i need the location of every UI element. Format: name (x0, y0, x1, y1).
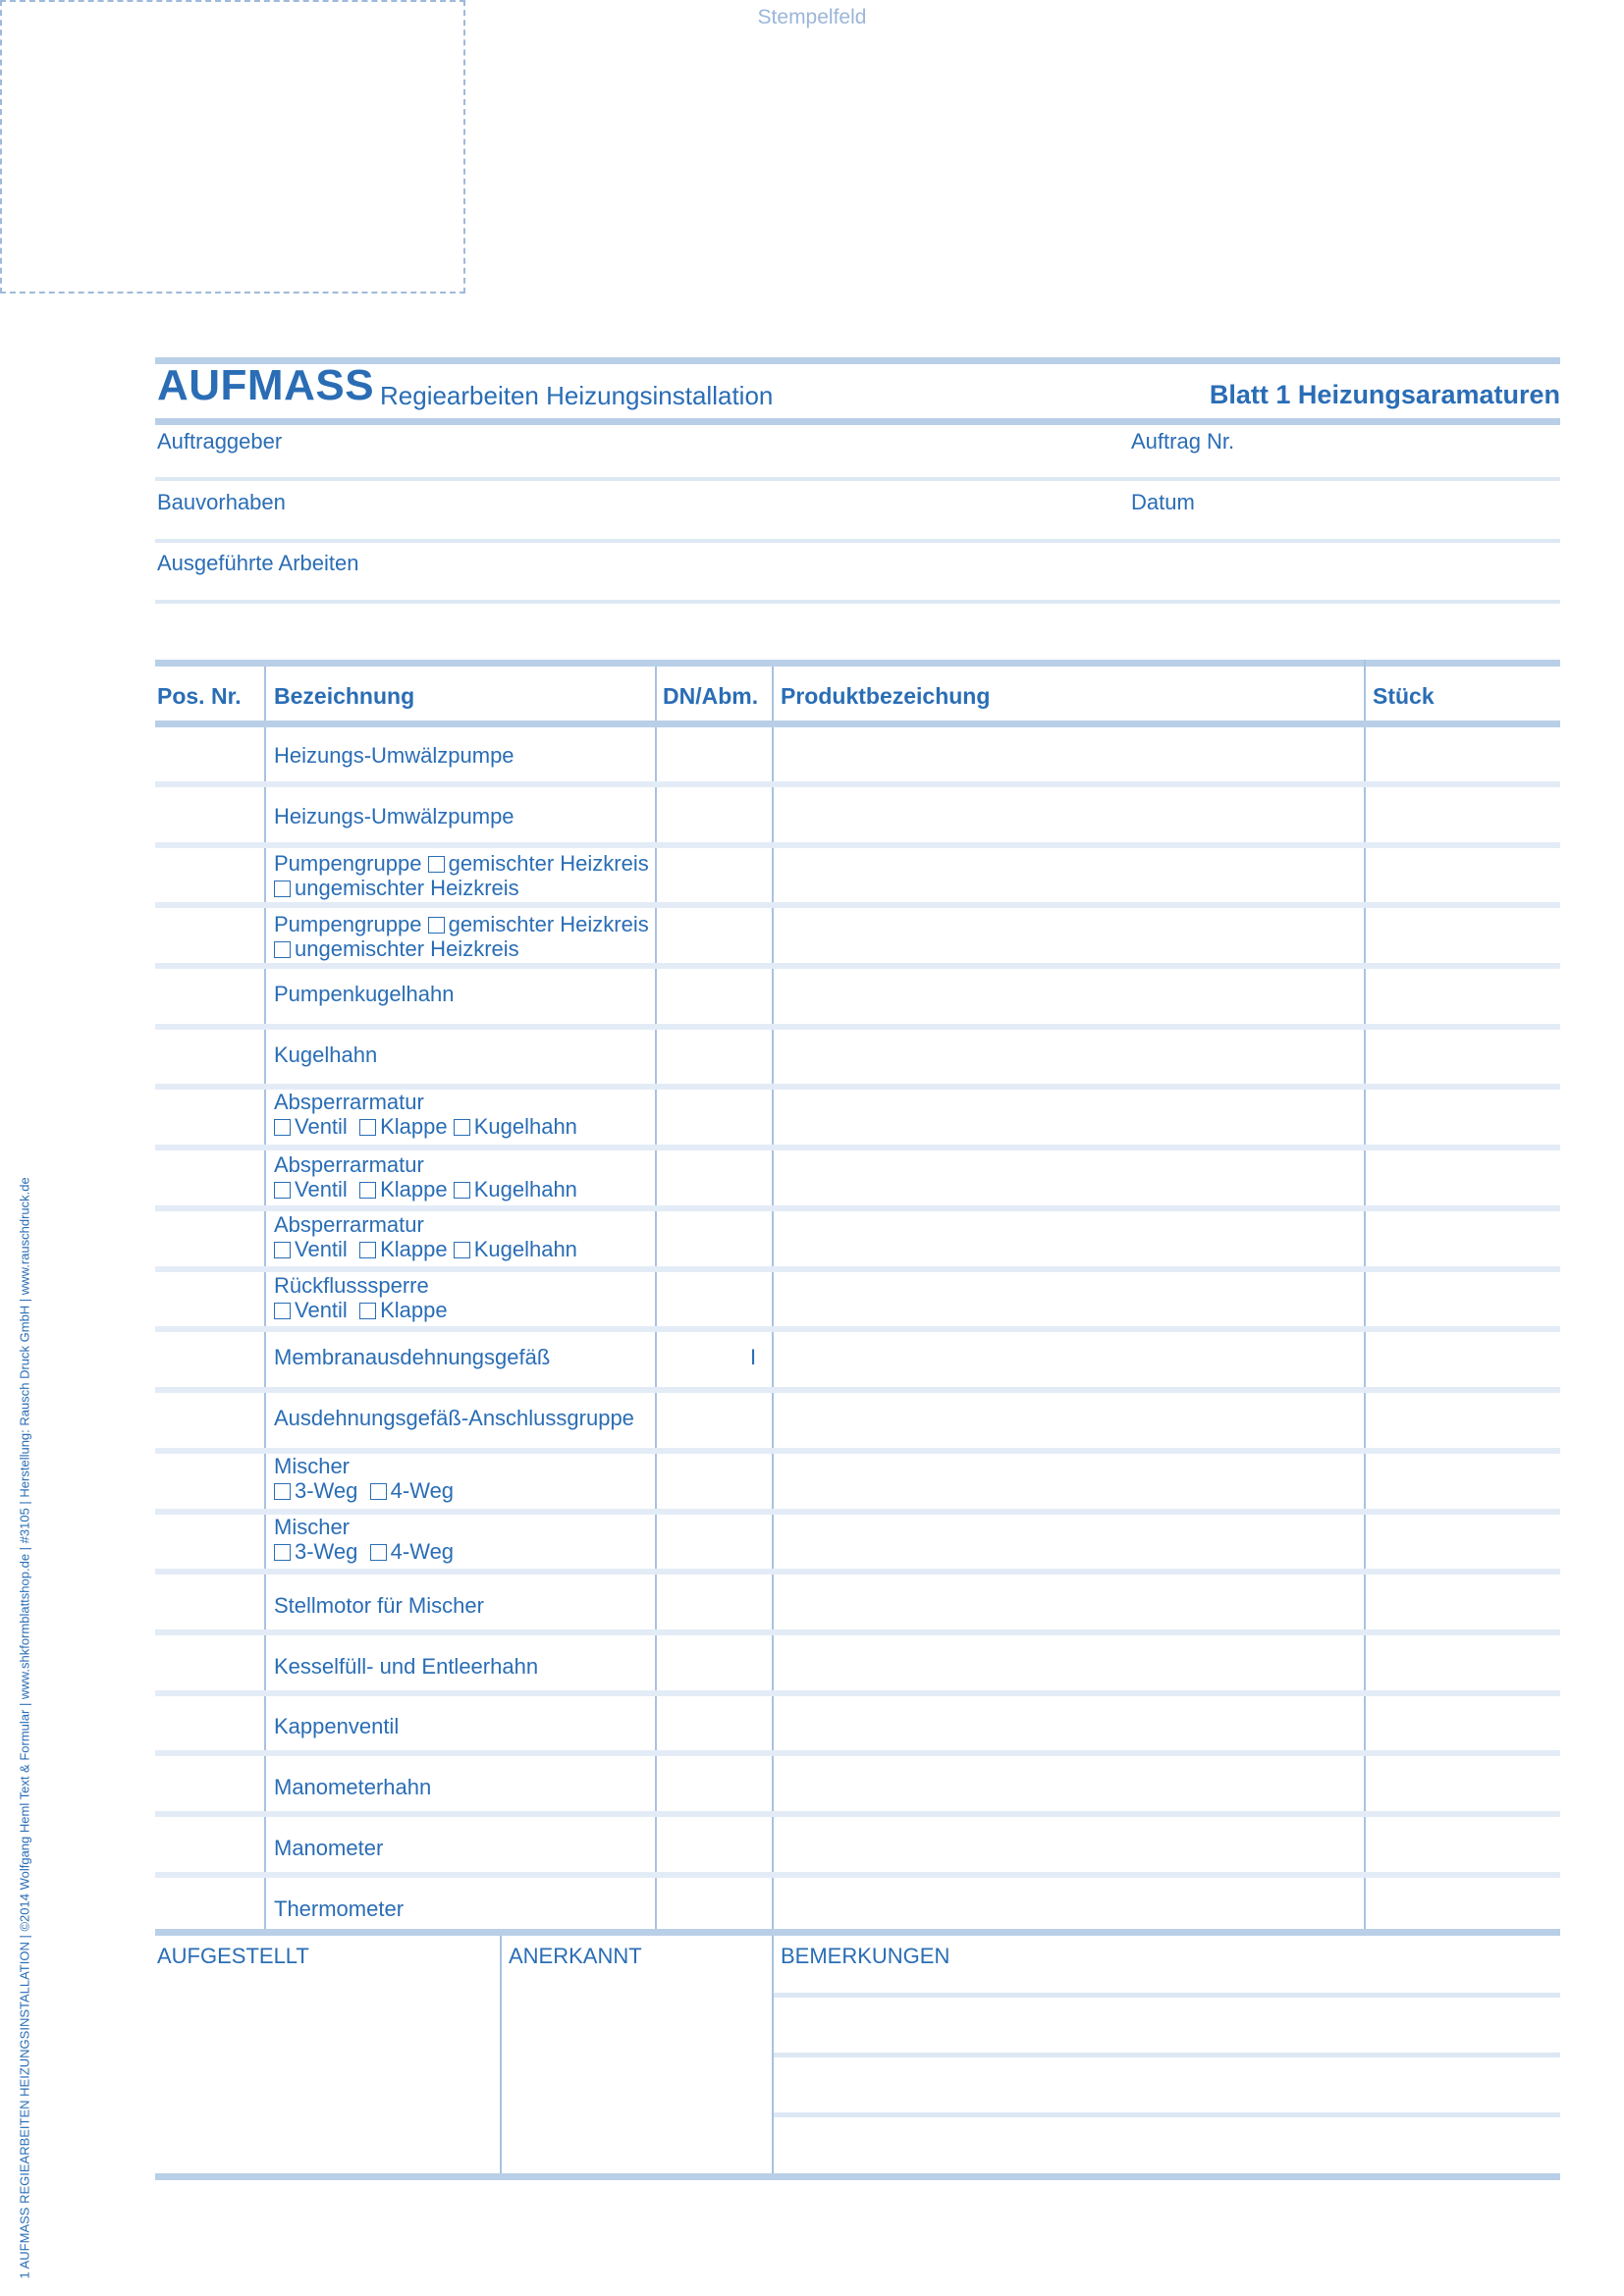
row-label: Kappenventil (274, 1714, 400, 1738)
table-row[interactable] (274, 1090, 577, 1139)
row-separator (155, 902, 1560, 908)
option-label: ungemischter Heizkreis (295, 936, 519, 961)
client-field-label[interactable]: Auftraggeber (157, 429, 283, 454)
remarks-line (774, 2112, 1560, 2117)
date-field-label[interactable]: Datum (1131, 490, 1195, 514)
row-label: Kugelhahn (274, 1042, 378, 1067)
accepted-label[interactable]: ANERKANNT (509, 1944, 642, 1968)
table-row[interactable] (274, 1042, 377, 1067)
header-pos: Pos. Nr. (157, 683, 242, 709)
remarks-label[interactable]: BEMERKUNGEN (781, 1944, 950, 1968)
checkbox[interactable] (274, 1242, 291, 1258)
option-label: Kugelhahn (473, 1237, 577, 1261)
row-separator (155, 1872, 1560, 1878)
option-label: Ventil (295, 1298, 348, 1322)
table-row[interactable] (274, 1406, 634, 1430)
header-dn: DN/Abm. (663, 683, 759, 709)
table-row[interactable] (274, 1896, 404, 1921)
option-label: 3-Weg (295, 1539, 358, 1564)
row-separator (155, 1387, 1560, 1393)
row-label: Absperrarmatur (274, 1090, 424, 1114)
row-label: Pumpenkugelhahn (274, 982, 455, 1006)
checkbox[interactable] (274, 941, 291, 958)
checkbox[interactable] (359, 1242, 376, 1258)
col-divider (1364, 660, 1366, 1929)
row-separator (155, 1569, 1560, 1575)
header-description: Bezeichnung (274, 683, 415, 709)
field-line (155, 477, 1560, 481)
option-label: Kugelhahn (473, 1114, 577, 1139)
remarks-line (774, 1993, 1560, 1998)
checkbox[interactable] (428, 917, 445, 934)
checkbox[interactable] (454, 1182, 470, 1199)
row-label: Absperrarmatur (274, 1152, 424, 1177)
checkbox[interactable] (454, 1119, 470, 1136)
checkbox[interactable] (454, 1242, 470, 1258)
table-row[interactable] (274, 1593, 484, 1618)
table-row[interactable] (274, 1212, 577, 1261)
option-label: Klappe (380, 1298, 448, 1322)
row-separator (155, 1811, 1560, 1817)
checkbox[interactable] (274, 1182, 291, 1199)
table-row[interactable] (274, 804, 514, 828)
row-label: Absperrarmatur (274, 1212, 424, 1237)
row-label: Pumpengruppe (274, 851, 422, 876)
col-divider (772, 667, 774, 1929)
stamp-label: Stempelfeld (757, 6, 867, 28)
row-separator (155, 781, 1560, 787)
order-no-field-label[interactable]: Auftrag Nr. (1131, 429, 1235, 454)
option-label: gemischter Heizkreis (448, 912, 649, 936)
checkbox[interactable] (274, 1303, 291, 1319)
col-divider (264, 667, 266, 1929)
table-row[interactable] (274, 1714, 399, 1738)
work-done-field-label[interactable]: Ausgeführte Arbeiten (157, 551, 359, 575)
row-label: Heizungs-Umwälzpumpe (274, 804, 514, 828)
header-bottom-bar (155, 418, 1560, 425)
row-label: Membranausdehnungsgefäß (274, 1345, 551, 1369)
row-separator (155, 1145, 1560, 1150)
row-label: Mischer (274, 1454, 351, 1478)
checkbox[interactable] (359, 1303, 376, 1319)
checkbox[interactable] (359, 1182, 376, 1199)
option-label: Ventil (295, 1177, 348, 1201)
project-field-label[interactable]: Bauvorhaben (157, 490, 286, 514)
table-row[interactable] (274, 1836, 383, 1860)
row-label: Rückflusssperre (274, 1273, 429, 1298)
table-row[interactable] (274, 982, 454, 1006)
row-separator (155, 1266, 1560, 1272)
row-separator (155, 1205, 1560, 1211)
table-row[interactable] (274, 1152, 577, 1201)
sheet-title: Blatt 1 Heizungsaramaturen (1209, 380, 1560, 409)
stamp-field (0, 0, 867, 294)
row-label: Thermometer (274, 1896, 405, 1921)
checkbox[interactable] (370, 1483, 387, 1500)
col-divider (655, 667, 657, 1929)
option-label: Klappe (380, 1114, 448, 1139)
footer-divider (500, 1936, 502, 2177)
created-label[interactable]: AUFGESTELLT (157, 1944, 309, 1968)
table-row[interactable] (274, 1454, 454, 1503)
header-qty: Stück (1373, 683, 1435, 709)
row-separator (155, 1024, 1560, 1030)
field-line (155, 600, 1560, 604)
footer-top-bar (155, 1929, 1560, 1936)
header-product: Produktbezeichung (781, 683, 991, 709)
table-row[interactable] (274, 1654, 538, 1679)
row-separator (155, 1326, 1560, 1332)
side-imprint: 1 AUFMASS REGIEARBEITEN HEIZUNGSINSTALLATION | ©2014 Wolfgang Heml Text & Formular | www.shkformblattshop.de | #3105 | Herstellung: Rausch Druck GmbH | www.rauschdruck.de (17, 1177, 32, 2279)
checkbox[interactable] (274, 1119, 291, 1136)
table-row[interactable] (274, 851, 649, 900)
option-label: Ventil (295, 1237, 348, 1261)
option-label: 3-Weg (295, 1478, 358, 1503)
table-top-bar (155, 660, 1560, 667)
checkbox[interactable] (274, 1483, 291, 1500)
option-label: Ventil (295, 1114, 348, 1139)
option-label: Kugelhahn (473, 1177, 577, 1201)
table-row[interactable] (274, 912, 649, 961)
form-title: AUFMASS (157, 361, 375, 409)
table-header-bar (155, 721, 1560, 727)
option-label: Klappe (380, 1177, 448, 1201)
option-label: Klappe (380, 1237, 448, 1261)
row-label: Ausdehnungsgefäß-Anschlussgruppe (274, 1406, 634, 1430)
option-label: 4-Weg (390, 1478, 455, 1503)
row-separator (155, 842, 1560, 848)
footer-bottom-bar (155, 2173, 1560, 2180)
row-label: Kesselfüll- und Entleerhahn (274, 1654, 539, 1679)
form-subtitle: Regiearbeiten Heizungsinstallation (380, 381, 774, 410)
row-label: Heizungs-Umwälzpumpe (274, 743, 514, 768)
table-row[interactable] (274, 1345, 550, 1369)
checkbox[interactable] (274, 1544, 291, 1561)
checkbox[interactable] (428, 856, 445, 873)
row-separator (155, 1629, 1560, 1635)
table-row[interactable] (274, 1515, 454, 1564)
checkbox[interactable] (274, 881, 291, 897)
row-label: Mischer (274, 1515, 351, 1539)
option-label: ungemischter Heizkreis (295, 876, 519, 900)
row-label: Pumpengruppe (274, 912, 422, 936)
row-separator (155, 963, 1560, 969)
remarks-line (774, 2053, 1560, 2057)
option-label: gemischter Heizkreis (448, 851, 649, 876)
row-separator (155, 1690, 1560, 1696)
field-line (155, 539, 1560, 543)
row-label: Manometerhahn (274, 1775, 432, 1799)
dn-value: I (750, 1345, 757, 1369)
table-row[interactable] (274, 1775, 431, 1799)
table-row[interactable] (274, 743, 514, 768)
row-separator (155, 1750, 1560, 1756)
row-label: Stellmotor für Mischer (274, 1593, 484, 1618)
option-label: 4-Weg (390, 1539, 455, 1564)
checkbox[interactable] (370, 1544, 387, 1561)
row-label: Manometer (274, 1836, 384, 1860)
table-row[interactable] (274, 1273, 448, 1322)
checkbox[interactable] (359, 1119, 376, 1136)
